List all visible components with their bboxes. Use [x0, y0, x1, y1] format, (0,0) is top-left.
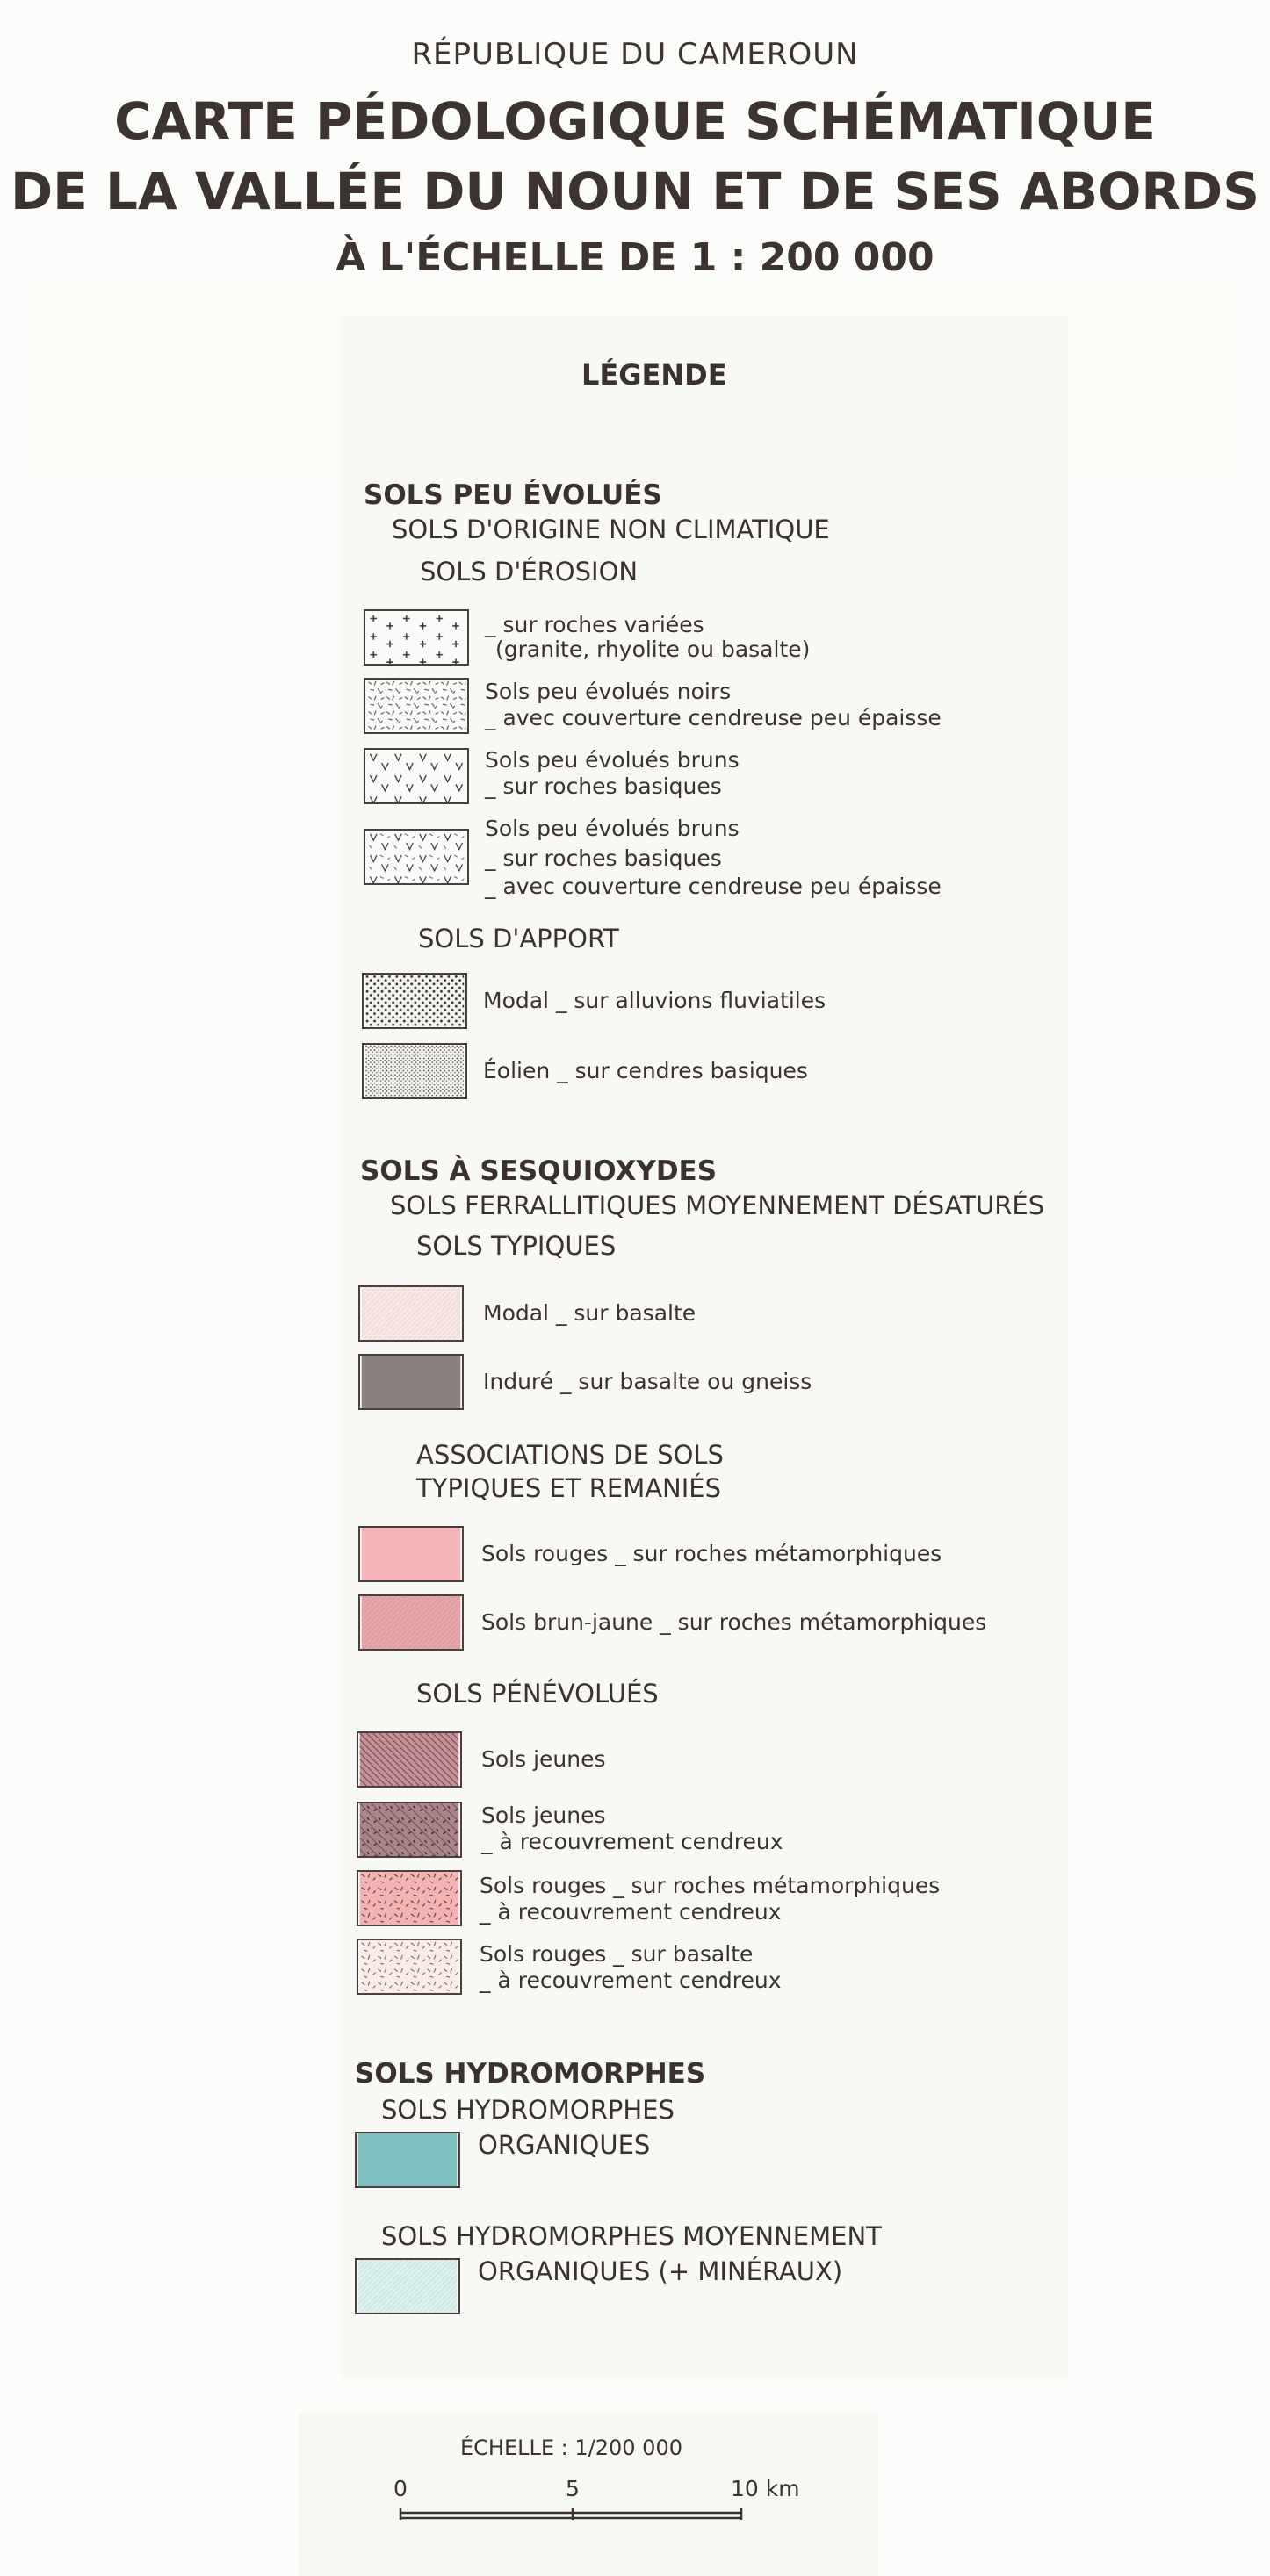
group-associations: ASSOCIATIONS DE SOLS	[416, 1440, 724, 1470]
swatch-sols-jeunes-cendreux	[357, 1802, 462, 1858]
scale-bar	[390, 2502, 759, 2529]
legend-item-label: Modal _ sur basalte	[483, 1300, 696, 1326]
swatch-noirs-cendreux	[364, 678, 469, 734]
swatch-hydromorphes-organiques	[355, 2132, 460, 2188]
swatch-roches-variees	[364, 609, 469, 666]
country-label: RÉPUBLIQUE DU CAMEROUN	[411, 37, 859, 72]
legend-item-label: _ à recouvrement cendreux	[480, 1899, 782, 1925]
legend-item-label: Sols rouges _ sur basalte	[480, 1941, 754, 1967]
swatch-modal-basalte	[358, 1285, 464, 1342]
scale-tick-label-5: 5	[566, 2476, 580, 2501]
scale-title: ÉCHELLE : 1/200 000	[460, 2436, 682, 2460]
legend-item-label: Sols jeunes	[481, 1746, 606, 1772]
group-sols-erosion: SOLS D'ÉROSION	[420, 557, 639, 586]
legend-item-label: Sols peu évolués bruns	[485, 816, 740, 841]
legend-item-label: Modal _ sur alluvions fluviatiles	[483, 988, 826, 1013]
legend-item-label: _ sur roches basiques	[485, 774, 722, 799]
swatch-hydromorphes-moyennement	[355, 2258, 460, 2314]
group-sols-typiques: SOLS TYPIQUES	[416, 1231, 617, 1261]
group-sols-apport: SOLS D'APPORT	[418, 924, 619, 953]
swatch-indure	[358, 1354, 464, 1410]
legend-item-label: _ avec couverture cendreuse peu épaisse	[485, 874, 942, 899]
swatch-sols-rouges	[358, 1526, 464, 1582]
swatch-sols-jeunes	[357, 1731, 462, 1788]
subclass-hydromorphes-moyennement-l2: ORGANIQUES (+ MINÉRAUX)	[478, 2256, 843, 2286]
group-sols-penevolues: SOLS PÉNÉVOLUÉS	[416, 1679, 659, 1709]
legend-item-label: _ sur roches variées	[485, 612, 704, 637]
scale-tick-label-10: 10 km	[731, 2476, 800, 2501]
class-sols-hydromorphes: SOLS HYDROMORPHES	[355, 2058, 706, 2090]
legend-item-label: Sols jeunes	[481, 1802, 606, 1828]
legend-item-label: _ avec couverture cendreuse peu épaisse	[485, 705, 942, 730]
subclass-ferrallitiques: SOLS FERRALLITIQUES MOYENNEMENT DÉSATURÉS	[390, 1191, 1045, 1220]
map-title-line-2: DE LA VALLÉE DU NOUN ET DE SES ABORDS	[11, 162, 1259, 221]
swatch-rouges-basalte-cendreux	[357, 1939, 462, 1995]
legend-item-label: Sols peu évolués bruns	[485, 747, 740, 773]
legend-item-label: Sols brun-jaune _ sur roches métamorphiques	[481, 1609, 987, 1635]
class-sols-sesquioxydes: SOLS À SESQUIOXYDES	[360, 1155, 718, 1187]
swatch-bruns-basiques-cendreux	[364, 829, 469, 885]
map-scale-title: À L'ÉCHELLE DE 1 : 200 000	[336, 235, 934, 280]
scale-tick-label-0: 0	[393, 2476, 408, 2501]
class-sols-peu-evolues: SOLS PEU ÉVOLUÉS	[364, 479, 662, 511]
legend-item-label: _ à recouvrement cendreux	[481, 1829, 783, 1854]
map-title-line-1: CARTE PÉDOLOGIQUE SCHÉMATIQUE	[114, 91, 1156, 151]
legend-item-label: Induré _ sur basalte ou gneiss	[483, 1369, 812, 1394]
swatch-bruns-basiques	[364, 748, 469, 804]
legend-item-label: Sols rouges _ sur roches métamorphiques	[480, 1873, 941, 1898]
legend-item-label: Éolien _ sur cendres basiques	[483, 1058, 808, 1083]
legend-item-label: Sols rouges _ sur roches métamorphiques	[481, 1541, 942, 1566]
legend-title: LÉGENDE	[581, 358, 727, 392]
legend-item-label: Sols peu évolués noirs	[485, 679, 732, 704]
legend-item-label: (granite, rhyolite ou basalte)	[495, 637, 811, 662]
legend-item-label: _ à recouvrement cendreux	[480, 1968, 782, 1993]
swatch-eolien-cendres	[362, 1043, 467, 1099]
subclass-hydromorphes-moyennement-l1: SOLS HYDROMORPHES MOYENNEMENT	[381, 2221, 882, 2251]
swatch-sols-brun-jaune	[358, 1594, 464, 1651]
subclass-hydromorphes-organiques-l1: SOLS HYDROMORPHES	[381, 2095, 675, 2125]
swatch-modal-alluvions	[362, 973, 467, 1029]
group-typiques-remanies: TYPIQUES ET REMANIÉS	[416, 1473, 722, 1503]
swatch-rouges-metam-cendreux	[357, 1870, 462, 1926]
legend-item-label: _ sur roches basiques	[485, 845, 722, 871]
subclass-origine-non-climatique: SOLS D'ORIGINE NON CLIMATIQUE	[392, 514, 830, 544]
subclass-hydromorphes-organiques-l2: ORGANIQUES	[478, 2130, 651, 2160]
